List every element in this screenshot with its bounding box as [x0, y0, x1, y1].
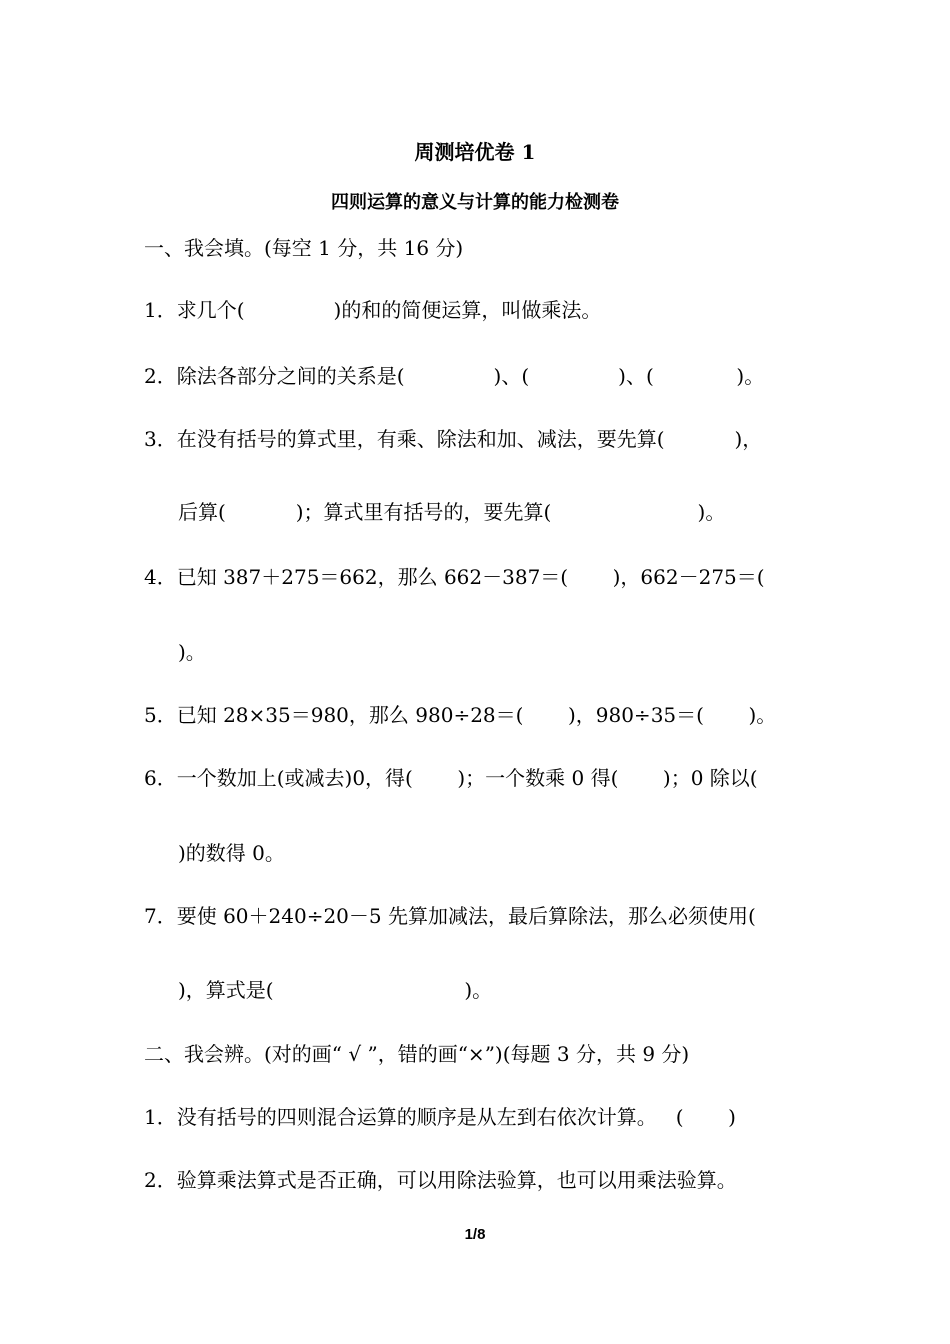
question-1-3-line-1: 3．在没有括号的算式里，有乘、除法和加、减法，要先算( )， [144, 427, 763, 451]
page-number: 1/8 [464, 1226, 486, 1243]
question-1-4-line-1: 4．已知 387＋275＝662，那么 662－387＝( )，662－275＝( [144, 565, 765, 589]
question-1-7-line-2: )，算式是( )。 [178, 978, 493, 1002]
section-1-heading: 一、我会填。(每空 1 分，共 16 分) [144, 236, 464, 260]
question-2-2: 2．验算乘法算式是否正确，可以用除法验算，也可以用乘法验算。 [144, 1168, 737, 1192]
question-2-1: 1．没有括号的四则混合运算的顺序是从左到右依次计算。 ( ) [144, 1105, 736, 1129]
question-1-6-line-2: )的数得 0。 [178, 841, 285, 865]
question-1-1: 1．求几个( )的和的简便运算，叫做乘法。 [144, 298, 602, 322]
question-1-3-line-2: 后算( )；算式里有括号的，要先算( )。 [178, 500, 726, 524]
section-2-heading: 二、我会辨。(对的画“ √ ”，错的画“×”)(每题 3 分，共 9 分) [144, 1042, 690, 1066]
question-1-7-line-1: 7．要使 60＋240÷20－5 先算加减法，最后算除法，那么必须使用( [144, 904, 756, 928]
question-1-4-line-2: )。 [178, 640, 206, 664]
question-1-6-line-1: 6．一个数加上(或减去)0，得( )；一个数乘 0 得( )；0 除以( [144, 766, 758, 790]
page-subtitle: 四则运算的意义与计算的能力检测卷 [331, 192, 619, 213]
page-title: 周测培优卷 1 [414, 140, 536, 164]
question-1-2: 2．除法各部分之间的关系是( )、( )、( )。 [144, 364, 765, 388]
question-1-5: 5．已知 28×35＝980，那么 980÷28＝( )，980÷35＝( )。 [144, 703, 777, 727]
